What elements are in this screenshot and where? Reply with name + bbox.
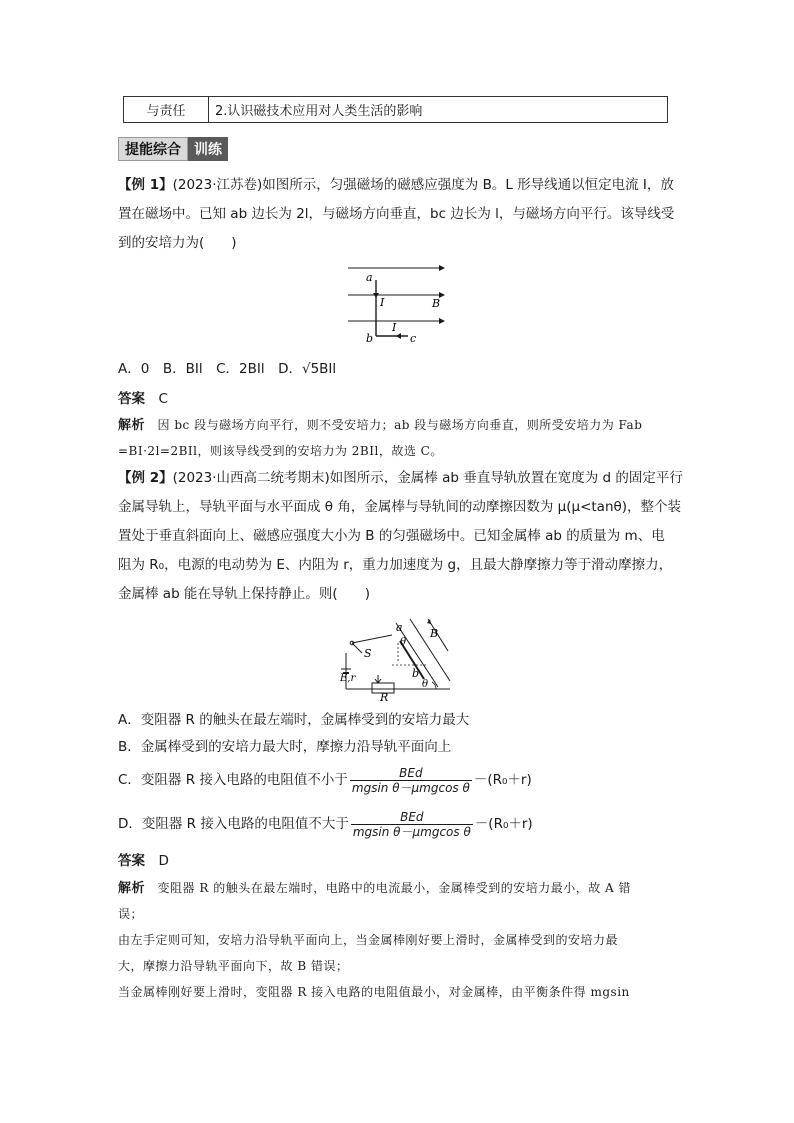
ex2-line1: [118, 468, 683, 488]
label-R: R: [380, 691, 389, 701]
frac-numerator: BEd: [351, 810, 473, 825]
ex2-option-c-text: C．变阻器 R 接入电路的电阻值不小于: [118, 772, 348, 788]
ex2-option-a: A．变阻器 R 的触头在最左端时，金属棒受到的安培力最大: [118, 712, 470, 728]
label-theta2: θ: [422, 679, 429, 690]
label-a: a: [366, 271, 373, 284]
ex1-answer-value: C: [158, 391, 168, 407]
ex2-analysis-line2: 误；: [118, 907, 144, 921]
ex1-analysis1-text: 因 bc 段与磁场方向平行，则不受安培力；ab 段与磁场方向垂直，则所受安培力为 Fab: [157, 418, 643, 432]
ex2-option-d-text: D．变阻器 R 接入电路的电阻值不大于: [118, 816, 349, 832]
section-banner: [118, 137, 228, 161]
current-arrow-bc: [396, 333, 401, 339]
ex1-figure: [344, 262, 450, 346]
frac-numerator: BEd: [350, 766, 472, 781]
ex1-line2: 置在磁场中。已知 ab 边长为 2l，与磁场方向垂直，bc 边长为 l，与磁场方向平行。该导线受: [118, 206, 675, 222]
ex2-option-d: [118, 809, 533, 839]
label-B: B: [430, 627, 439, 640]
wire-top: [352, 635, 392, 643]
frac-denominator: mgsin θ－μmgcos θ: [352, 824, 471, 839]
label-S: S: [364, 647, 372, 660]
ex2-option-c-tail: －(R₀＋r): [473, 772, 532, 788]
ex2-analysis-label: 解析: [118, 881, 146, 896]
label-B: B: [432, 297, 441, 310]
ex1-answer: [118, 389, 168, 409]
ex2-line1-text: (2023·山西高二统考期末)如图所示，金属棒 ab 垂直导轨放置在宽度为 d 的固定平行: [172, 470, 683, 486]
ex1-line3: 到的安培力为( ): [118, 235, 237, 251]
ex2-option-c: [118, 765, 532, 795]
ex2-figure: [338, 613, 456, 701]
switch-blade: [352, 643, 362, 653]
ex2-analysis-line5: 当金属棒刚好要上滑时，变阻器 R 接入电路的电阻值最小，对金属棒，由平衡条件得 mgsin: [118, 985, 630, 999]
label-Er: E,r: [340, 673, 356, 684]
label-b: b: [412, 667, 420, 680]
ex2-analysis1-text: 变阻器 R 的触头在最左端时，电路中的电流最小，金属棒受到的安培力最小，故 A 错: [157, 881, 631, 895]
label-b: b: [366, 332, 374, 345]
ex1-line1-text: (2023·江苏卷)如图所示，匀强磁场的磁感应强度为 B。L 形导线通以恒定电流 I，放: [172, 177, 674, 193]
ex1-analysis-line1: [118, 415, 642, 436]
banner-right: 训练: [188, 137, 228, 161]
label-I1: I: [380, 296, 385, 309]
ex2-answer: [118, 851, 169, 871]
ex1-analysis-line2: =BI·2l=2BIl，则该导线受到的安培力为 2BIl，故选 C。: [118, 444, 443, 458]
ex1-line1: [118, 175, 674, 195]
ex2-line2: 金属导轨上，导轨平面与水平面成 θ 角，金属棒与导轨间的动摩擦因数为 μ(μ<tanθ)，整个装: [118, 499, 682, 515]
ex2-option-d-tail: －(R₀＋r): [474, 816, 533, 832]
ex2-option-d-fraction: [351, 810, 473, 839]
label-c: c: [410, 332, 417, 345]
ex1-tag: 【例 1】: [118, 177, 173, 193]
table-cell-label: 与责任: [124, 97, 209, 122]
ex2-line4: 阻为 R₀，电源的电动势为 E、内阻为 r，重力加速度为 g，且最大静摩擦力等于滑动摩擦力，: [118, 557, 673, 573]
label-I2: I: [392, 321, 397, 334]
table-cell-content: 2.认识磁技术应用对人类生活的影响: [215, 104, 423, 119]
ex2-analysis-line3: 由左手定则可知，安培力沿导轨平面向上，当金属棒刚好要上滑时，金属棒受到的安培力最: [118, 933, 619, 947]
ex2-option-c-fraction: [350, 766, 472, 795]
ex1-analysis-label: 解析: [118, 418, 146, 433]
ex2-analysis-line1: [118, 878, 631, 899]
ex2-analysis-line4: 大，摩擦力沿导轨平面向下，故 B 错误；: [118, 959, 349, 973]
ex2-option-b: B．金属棒受到的安培力最大时，摩擦力沿导轨平面向上: [118, 739, 452, 755]
label-a: a: [396, 621, 403, 634]
ex2-line5: 金属棒 ab 能在导轨上保持静止。则( ): [118, 586, 370, 602]
ex2-answer-label: 答案: [118, 853, 145, 869]
ex2-answer-value: D: [158, 853, 169, 869]
frac-denominator: mgsin θ－μmgcos θ: [351, 780, 470, 795]
standards-table-row: [123, 96, 668, 123]
ex1-answer-label: 答案: [118, 391, 145, 407]
label-theta1: θ: [400, 637, 407, 648]
ex2-tag: 【例 2】: [118, 470, 173, 486]
ex2-line3: 置处于垂直斜面向上、磁感应强度大小为 B 的匀强磁场中。已知金属棒 ab 的质量为 m、电: [118, 528, 665, 544]
ex1-options: A．0 B．BIl C．2BIl D．√5BIl: [118, 361, 337, 377]
banner-left: 提能综合: [118, 137, 188, 161]
rheostat-slider: [375, 675, 381, 683]
